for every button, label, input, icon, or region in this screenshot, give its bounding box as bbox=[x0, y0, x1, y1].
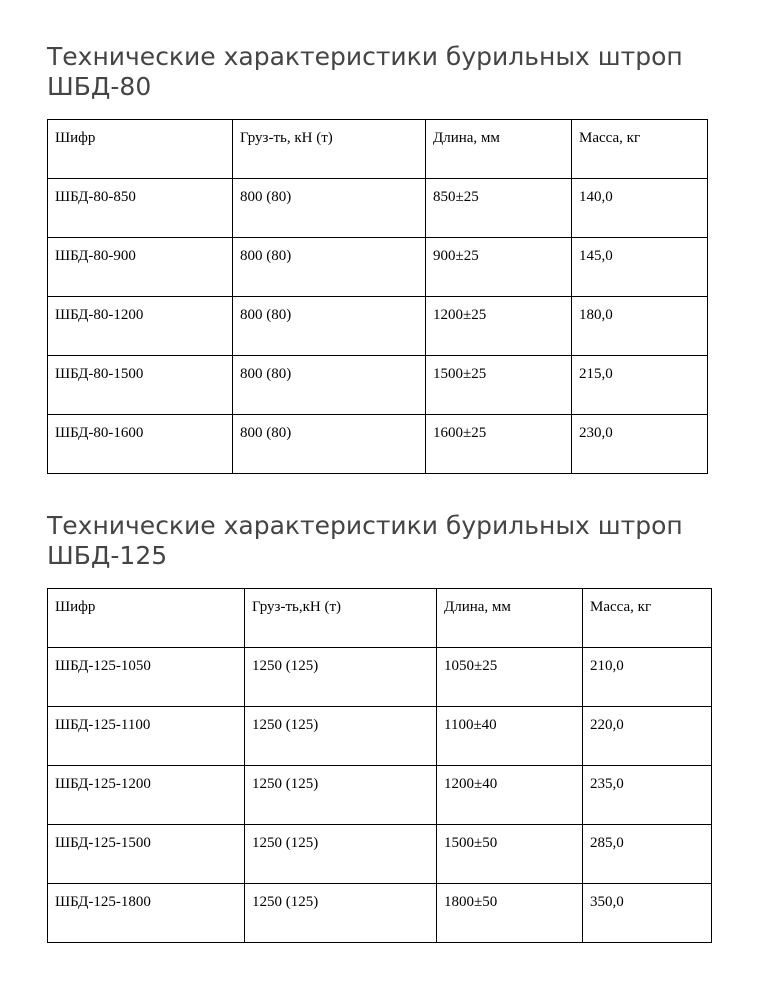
cell-length: 1800±50 bbox=[437, 884, 583, 943]
table-row bbox=[48, 707, 712, 766]
cell-length: 1200±25 bbox=[426, 297, 572, 356]
table-row bbox=[48, 884, 712, 943]
cell-capacity: 1250 (125) bbox=[245, 825, 437, 884]
cell-length: 850±25 bbox=[426, 179, 572, 238]
cell-capacity: 800 (80) bbox=[233, 179, 426, 238]
header-cell-capacity: Груз-ть, кН (т) bbox=[233, 120, 426, 179]
cell-mass: 180,0 bbox=[572, 297, 708, 356]
cell-capacity: 800 (80) bbox=[233, 238, 426, 297]
cell-capacity: 800 (80) bbox=[233, 297, 426, 356]
cell-mass: 210,0 bbox=[583, 648, 712, 707]
cell-mass: 350,0 bbox=[583, 884, 712, 943]
spec-table-shbd-125 bbox=[47, 588, 712, 943]
table-row bbox=[48, 766, 712, 825]
header-cell-code: Шифр bbox=[48, 120, 233, 179]
cell-mass: 145,0 bbox=[572, 238, 708, 297]
cell-capacity: 800 (80) bbox=[233, 356, 426, 415]
cell-capacity: 1250 (125) bbox=[245, 884, 437, 943]
cell-code: ШБД-80-1600 bbox=[48, 415, 233, 474]
header-cell-capacity: Груз-ть,кН (т) bbox=[245, 589, 437, 648]
header-cell-length: Длина, мм bbox=[426, 120, 572, 179]
header-cell-code: Шифр bbox=[48, 589, 245, 648]
cell-length: 1050±25 bbox=[437, 648, 583, 707]
title-line-2: ШБД-80 bbox=[47, 72, 152, 101]
table-row bbox=[48, 179, 708, 238]
table-row bbox=[48, 238, 708, 297]
cell-length: 1200±40 bbox=[437, 766, 583, 825]
cell-code: ШБД-125-1100 bbox=[48, 707, 245, 766]
table-row bbox=[48, 415, 708, 474]
cell-code: ШБД-80-1200 bbox=[48, 297, 233, 356]
table-row bbox=[48, 297, 708, 356]
table-row bbox=[48, 356, 708, 415]
cell-capacity: 1250 (125) bbox=[245, 766, 437, 825]
table-row bbox=[48, 648, 712, 707]
cell-mass: 285,0 bbox=[583, 825, 712, 884]
spec-table-shbd-80 bbox=[47, 119, 708, 474]
cell-code: ШБД-80-850 bbox=[48, 179, 233, 238]
cell-code: ШБД-125-1050 bbox=[48, 648, 245, 707]
cell-code: ШБД-125-1200 bbox=[48, 766, 245, 825]
cell-code: ШБД-125-1800 bbox=[48, 884, 245, 943]
header-cell-mass: Масса, кг bbox=[583, 589, 712, 648]
cell-length: 1500±25 bbox=[426, 356, 572, 415]
cell-capacity: 1250 (125) bbox=[245, 707, 437, 766]
cell-length: 1100±40 bbox=[437, 707, 583, 766]
header-cell-mass: Масса, кг bbox=[572, 120, 708, 179]
table-header-row bbox=[48, 120, 708, 179]
cell-code: ШБД-125-1500 bbox=[48, 825, 245, 884]
cell-code: ШБД-80-1500 bbox=[48, 356, 233, 415]
table-header-row bbox=[48, 589, 712, 648]
cell-capacity: 800 (80) bbox=[233, 415, 426, 474]
title-line-1: Технические характеристики бурильных штроп bbox=[47, 511, 683, 540]
cell-length: 1500±50 bbox=[437, 825, 583, 884]
header-cell-length: Длина, мм bbox=[437, 589, 583, 648]
cell-code: ШБД-80-900 bbox=[48, 238, 233, 297]
cell-mass: 220,0 bbox=[583, 707, 712, 766]
cell-length: 900±25 bbox=[426, 238, 572, 297]
cell-mass: 235,0 bbox=[583, 766, 712, 825]
cell-mass: 215,0 bbox=[572, 356, 708, 415]
cell-length: 1600±25 bbox=[426, 415, 572, 474]
section-title-shbd-80 bbox=[47, 42, 683, 102]
title-line-1: Технические характеристики бурильных штроп bbox=[47, 42, 683, 71]
title-line-2: ШБД-125 bbox=[47, 541, 168, 570]
table-row bbox=[48, 825, 712, 884]
cell-mass: 140,0 bbox=[572, 179, 708, 238]
section-title-shbd-125 bbox=[47, 511, 683, 571]
cell-mass: 230,0 bbox=[572, 415, 708, 474]
cell-capacity: 1250 (125) bbox=[245, 648, 437, 707]
